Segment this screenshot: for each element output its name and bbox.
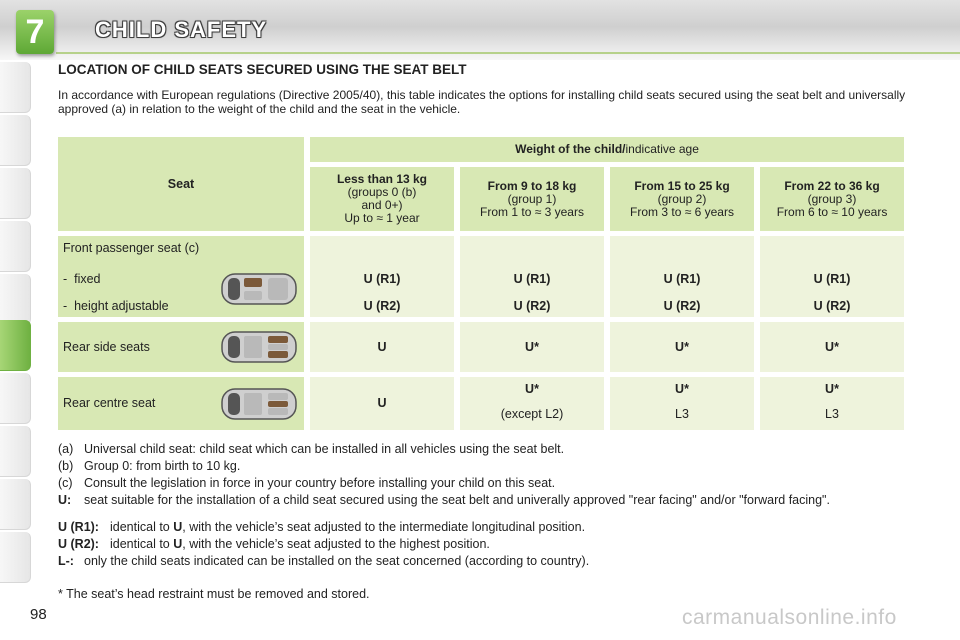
side-tab-10[interactable] [0, 479, 31, 530]
group-weight: From 22 to 36 kg [784, 178, 880, 193]
side-tab-1[interactable] [0, 62, 31, 113]
car-seat-diagram-icon [218, 270, 300, 308]
group-class: (groups 0 (b) [347, 185, 417, 199]
car-seat-diagram-icon [218, 328, 300, 366]
group-class-cont: and 0+) [361, 198, 403, 212]
cell-front-g3: U (R1) U (R2) [760, 236, 904, 317]
row-label-rear-side: Rear side seats [63, 340, 150, 354]
side-tab-7-active[interactable] [0, 320, 31, 371]
cell-rear-side-g3: U* [760, 322, 904, 372]
chapter-title: CHILD SAFETY [95, 17, 268, 42]
weight-header [310, 137, 904, 162]
row-label-rear-centre: Rear centre seat [63, 396, 156, 410]
group-weight: Less than 13 kg [336, 172, 428, 186]
car-seat-diagram-icon [218, 385, 300, 423]
group-class: (group 1) [507, 191, 557, 206]
side-tab-8[interactable] [0, 373, 31, 424]
group-weight: From 15 to 25 kg [634, 178, 730, 193]
cell-rear-centre-g0: U [310, 377, 454, 430]
group-class: (group 2) [657, 191, 707, 206]
group-header-1 [460, 167, 604, 231]
cell-rear-centre-g3: U* L3 [760, 377, 904, 430]
page-number: 98 [30, 606, 47, 623]
side-tab-3[interactable] [0, 168, 31, 219]
cell-front-g1: U (R1) U (R2) [460, 236, 604, 317]
group-header-3 [760, 167, 904, 231]
weight-header-bold: Weight of the child/ [515, 142, 626, 156]
cell-rear-side-g2: U* [610, 322, 754, 372]
side-tab-9[interactable] [0, 426, 31, 477]
row-rear-centre [58, 377, 304, 430]
section-heading: LOCATION OF CHILD SEATS SECURED USING THE SEAT BELT [58, 62, 467, 77]
side-tab-2[interactable] [0, 115, 31, 166]
front-fixed-label: - fixed [63, 272, 101, 286]
group-header-2 [610, 167, 754, 231]
cell-front-g0: U (R1) U (R2) [310, 236, 454, 317]
side-tab-5[interactable] [0, 274, 31, 325]
group-class: (group 3) [807, 191, 857, 206]
header-rule [56, 52, 960, 54]
chapter-number-badge: 7 [16, 10, 54, 54]
cell-rear-side-g0: U [310, 322, 454, 372]
intro-paragraph: In accordance with European regulations (Directive 2005/40), this table indicates the options for installing child seats secured using the seat belt and universally approved (a) in relation to the weight of the child and the seat in the vehicle. [58, 88, 906, 116]
footnote-asterisk: * The seat’s head restraint must be removed and stored. [58, 587, 370, 601]
side-tab-11[interactable] [0, 532, 31, 583]
seat-column-header: Seat [58, 137, 304, 231]
side-chapter-tabs [0, 62, 34, 578]
cell-rear-side-g1: U* [460, 322, 604, 372]
side-tab-4[interactable] [0, 221, 31, 272]
cell-rear-centre-g2: U* L3 [610, 377, 754, 430]
group-age: From 3 to ≈ 6 years [630, 204, 734, 219]
row-front-passenger [58, 236, 304, 317]
front-height-label: - height adjustable [63, 299, 169, 313]
row-label-front: Front passenger seat (c) [63, 241, 200, 255]
row-rear-side [58, 322, 304, 372]
group-weight: From 9 to 18 kg [487, 178, 577, 193]
group-header-0 [310, 167, 454, 231]
weight-header-rest: indicative age [625, 142, 699, 156]
group-age: From 1 to ≈ 3 years [480, 204, 584, 219]
cell-rear-centre-g1: U* (except L2) [460, 377, 604, 430]
group-age: Up to ≈ 1 year [344, 211, 420, 225]
group-age: From 6 to ≈ 10 years [776, 204, 888, 219]
watermark: carmanualsonline.info [682, 606, 897, 629]
cell-front-g2: U (R1) U (R2) [610, 236, 754, 317]
child-seat-table [58, 137, 904, 430]
